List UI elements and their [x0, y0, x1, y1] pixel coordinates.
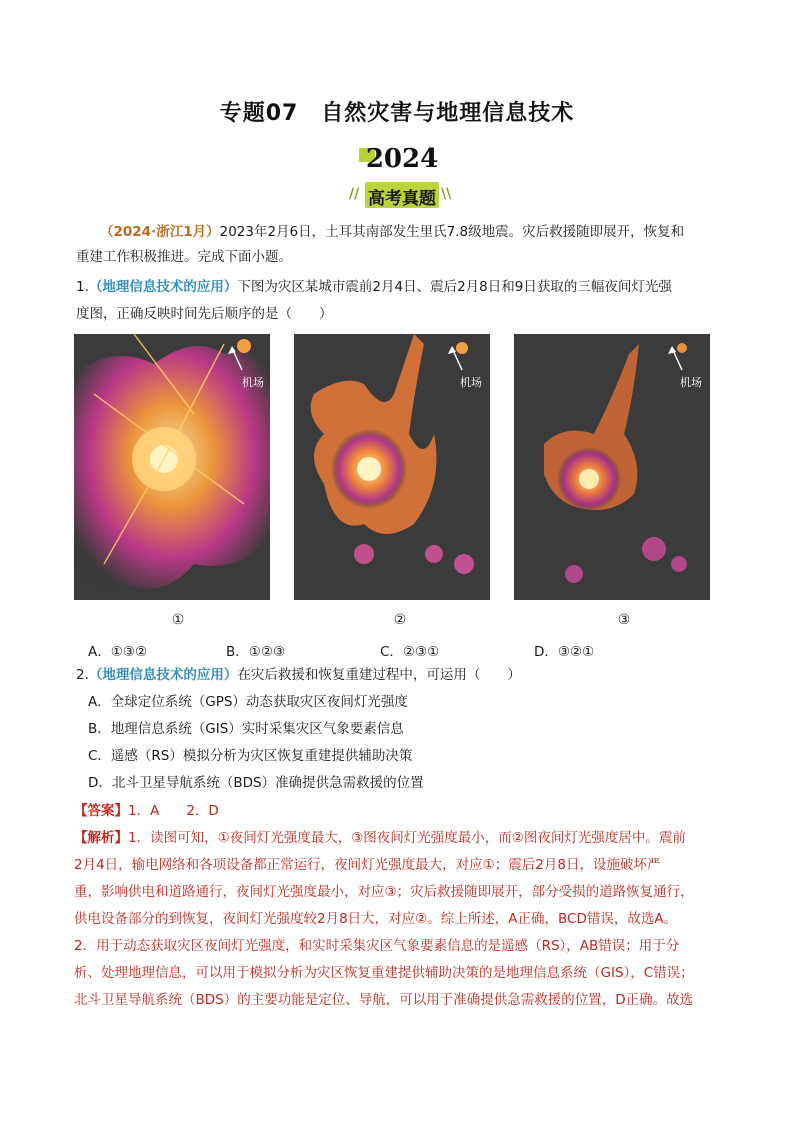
slash-left-icon: //	[349, 186, 360, 202]
airport-arrow-icon-1	[224, 344, 250, 372]
page-title: 专题07 自然灾害与地理信息技术	[219, 101, 575, 126]
intro-text-2: 重建工作积极推进。完成下面小题。	[76, 249, 292, 265]
q1-text-2: 度图，正确反映时间先后顺序的是（ ）	[76, 306, 333, 322]
q2-text: 在灾后救援和恢复重建过程中，可运用（ ）	[237, 667, 521, 683]
analysis-label: 【解析】	[74, 830, 128, 846]
source-tag: （2024·浙江1月）	[100, 224, 220, 240]
q2-option-d[interactable]: D．北斗卫星导航系统（BDS）准确提供急需救援的位置	[88, 775, 424, 791]
q2-line	[76, 666, 716, 684]
q1-line-1	[76, 278, 716, 296]
airport-label-2: 机场	[460, 376, 482, 389]
analysis-text-5: 2．用于动态获取灾区夜间灯光强度，和实时采集灾区气象要素信息的是遥感（RS），AB错误；用于分	[74, 938, 680, 954]
figure-label-3: ③	[617, 612, 631, 628]
section-label: 高考真题	[368, 189, 436, 209]
analysis-text-6: 析、处理地理信息，可以用于模拟分析为灾区恢复重建提供辅助决策的是地理信息系统（GIS），C错误；	[74, 965, 694, 981]
analysis-text-2: 2月4日，输电网络和各项设备都正常运行，夜间灯光强度最大，对应①；震后2月8日，设施破坏严	[74, 857, 661, 873]
intro-line-2	[76, 248, 716, 266]
analysis-text-7: 北斗卫星导航系统（BDS）的主要功能是定位、导航，可以用于准确提供急需救援的位置，D正确。故选	[74, 992, 694, 1008]
q1-option-a[interactable]: A．①③②	[88, 644, 148, 660]
year-badge	[337, 142, 467, 212]
airport-arrow-icon-3	[664, 344, 690, 372]
night-light-figures	[74, 334, 714, 604]
analysis-text-4: 供电设备部分的到恢复，夜间灯光强度较2月8日大，对应②。综上所述，A正确，BCD错误，故选A。	[74, 911, 678, 927]
intro-text-1: 2023年2月6日，土耳其南部发生里氏7.8级地震。灾后救援随即展开，恢复和	[219, 224, 685, 240]
answer-label: 【答案】	[74, 803, 128, 819]
q2-option-a[interactable]: A．全球定位系统（GPS）动态获取灾区夜间灯光强度	[88, 694, 408, 710]
airport-label-1: 机场	[242, 376, 264, 389]
answer-line	[74, 802, 714, 820]
analysis-text-1: 1．读图可知，①夜间灯光强度最大，③图夜间灯光强度最小，而②图夜间灯光强度居中。震前	[128, 830, 686, 846]
figure-label-2: ②	[393, 612, 407, 628]
year-label: 2024	[365, 144, 439, 174]
q1-number: 1.	[76, 279, 89, 295]
airport-arrow-icon-2	[444, 344, 470, 372]
q2-number: 2.	[76, 667, 89, 683]
q2-option-b[interactable]: B．地理信息系统（GIS）实时采集灾区气象要素信息	[88, 721, 404, 737]
q1-line-2	[76, 305, 716, 323]
airport-label-3: 机场	[680, 376, 702, 389]
q1-option-d[interactable]: D．③②①	[534, 644, 595, 660]
q2-option-c[interactable]: C．遥感（RS）模拟分析为灾区恢复重建提供辅助决策	[88, 748, 413, 764]
analysis-line-1	[74, 829, 714, 847]
slash-right-icon: \\	[441, 186, 452, 202]
q1-text-1: 下图为灾区某城市震前2月4日、震后2月8日和9日获取的三幅夜间灯光强	[237, 279, 672, 295]
q2-tag: （地理信息技术的应用）	[88, 667, 238, 683]
q1-tag: （地理信息技术的应用）	[88, 279, 238, 295]
analysis-text-3: 重，影响供电和道路通行，夜间灯光强度最小，对应③；灾后救援随即展开，部分受损的道路恢复通行，	[74, 884, 694, 900]
intro-line-1	[100, 223, 740, 241]
figure-label-1: ①	[171, 612, 185, 628]
q1-option-b[interactable]: B．①②③	[226, 644, 286, 660]
answer-text: 1．A 2．D	[128, 803, 219, 819]
night-light-image-1	[74, 334, 270, 600]
q1-option-c[interactable]: C．②③①	[380, 644, 440, 660]
